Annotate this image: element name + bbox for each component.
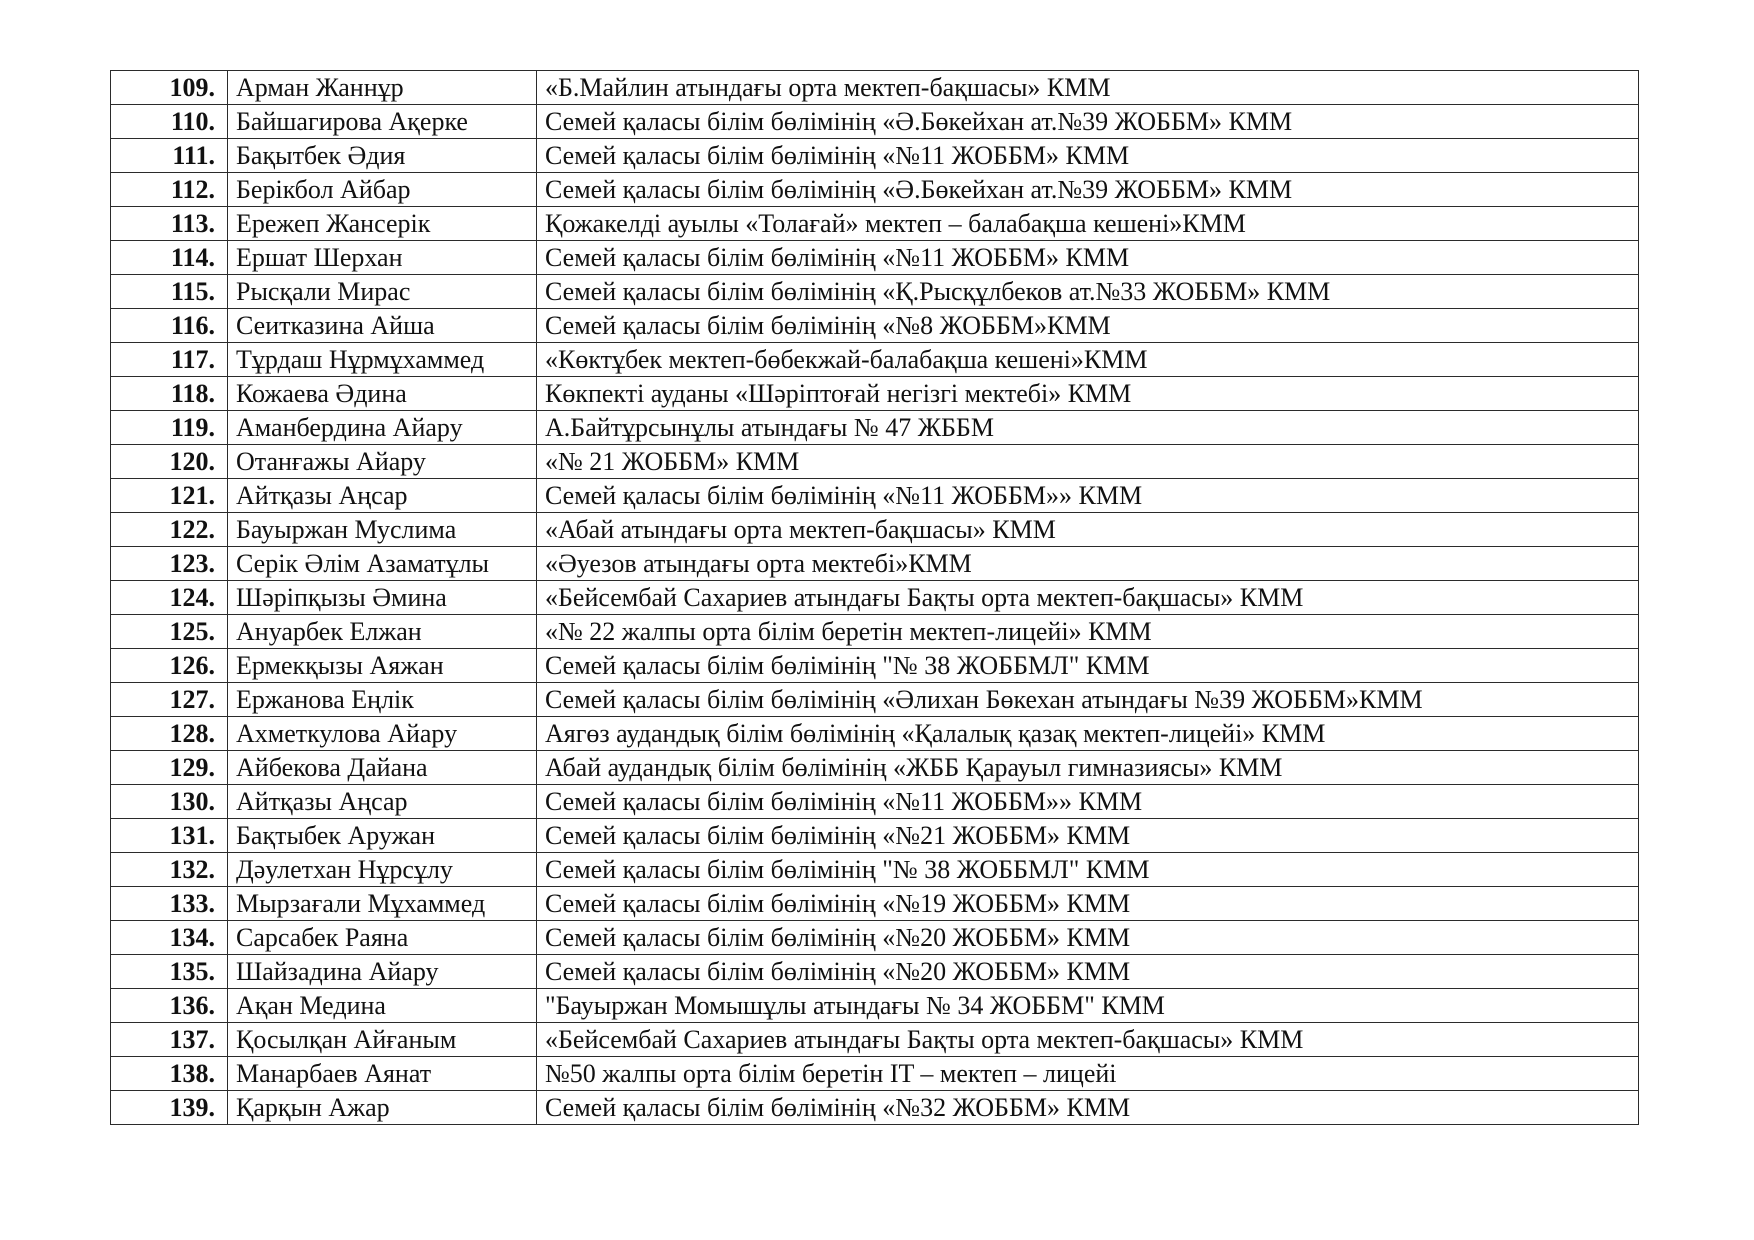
participant-name: Арман Жаннұр: [228, 71, 537, 105]
table-row: [111, 1057, 1639, 1091]
participant-name: Кожаева Әдина: [228, 377, 537, 411]
row-number: 120.: [111, 445, 228, 479]
school-name: «Бейсембай Сахариев атындағы Бақты орта мектеп-бақшасы» КММ: [537, 581, 1639, 615]
participant-name: Серік Әлім Азаматұлы: [228, 547, 537, 581]
table-row: [111, 173, 1639, 207]
participant-name: Шайзадина Айару: [228, 955, 537, 989]
school-name: Семей қаласы білім бөлімінің «Әлихан Бөкехан атындағы №39 ЖОББМ»КММ: [537, 683, 1639, 717]
table-row: [111, 819, 1639, 853]
table-row: [111, 139, 1639, 173]
school-name: "Бауыржан Момышұлы атындағы № 34 ЖОББМ" КММ: [537, 989, 1639, 1023]
row-number: 117.: [111, 343, 228, 377]
row-number: 126.: [111, 649, 228, 683]
school-name: Семей қаласы білім бөлімінің «№21 ЖОББМ» КММ: [537, 819, 1639, 853]
row-number: 138.: [111, 1057, 228, 1091]
table-row: [111, 411, 1639, 445]
row-number: 121.: [111, 479, 228, 513]
table-row: [111, 445, 1639, 479]
participant-name: Айбекова Дайана: [228, 751, 537, 785]
school-name: Семей қаласы білім бөлімінің «№11 ЖОББМ» КММ: [537, 241, 1639, 275]
school-name: №50 жалпы орта білім беретін IT – мектеп – лицейі: [537, 1057, 1639, 1091]
table-row: [111, 71, 1639, 105]
participant-name: Бақтыбек Аружан: [228, 819, 537, 853]
school-name: «Б.Майлин атындағы орта мектеп-бақшасы» КММ: [537, 71, 1639, 105]
row-number: 135.: [111, 955, 228, 989]
table-row: [111, 377, 1639, 411]
school-name: Семей қаласы білім бөлімінің «№11 ЖОББМ»» КММ: [537, 479, 1639, 513]
participant-name: Отанғажы Айару: [228, 445, 537, 479]
participants-table-body: [111, 71, 1639, 1125]
row-number: 118.: [111, 377, 228, 411]
school-name: «Абай атындағы орта мектеп-бақшасы» КММ: [537, 513, 1639, 547]
school-name: Семей қаласы білім бөлімінің «Ә.Бөкейхан ат.№39 ЖОББМ» КММ: [537, 105, 1639, 139]
school-name: «Бейсембай Сахариев атындағы Бақты орта мектеп-бақшасы» КММ: [537, 1023, 1639, 1057]
table-row: [111, 207, 1639, 241]
row-number: 122.: [111, 513, 228, 547]
table-row: [111, 853, 1639, 887]
participant-name: Сеитказина Айша: [228, 309, 537, 343]
table-row: [111, 241, 1639, 275]
participant-name: Дәулетхан Нұрсұлу: [228, 853, 537, 887]
row-number: 134.: [111, 921, 228, 955]
table-row: [111, 343, 1639, 377]
table-row: [111, 683, 1639, 717]
row-number: 133.: [111, 887, 228, 921]
table-row: [111, 649, 1639, 683]
participant-name: Айтқазы Аңсар: [228, 479, 537, 513]
participant-name: Берікбол Айбар: [228, 173, 537, 207]
school-name: Семей қаласы білім бөлімінің «№20 ЖОББМ» КММ: [537, 921, 1639, 955]
table-row: [111, 479, 1639, 513]
school-name: Семей қаласы білім бөлімінің «№32 ЖОББМ» КММ: [537, 1091, 1639, 1125]
row-number: 132.: [111, 853, 228, 887]
row-number: 123.: [111, 547, 228, 581]
table-row: [111, 1023, 1639, 1057]
row-number: 113.: [111, 207, 228, 241]
participant-name: Рысқали Мирас: [228, 275, 537, 309]
row-number: 115.: [111, 275, 228, 309]
participant-name: Бақытбек Әдия: [228, 139, 537, 173]
table-row: [111, 785, 1639, 819]
table-row: [111, 581, 1639, 615]
school-name: Аягөз аудандық білім бөлімінің «Қалалық қазақ мектеп-лицейі» КММ: [537, 717, 1639, 751]
participant-name: Ақан Медина: [228, 989, 537, 1023]
participant-name: Қосылқан Айғаным: [228, 1023, 537, 1057]
row-number: 131.: [111, 819, 228, 853]
row-number: 139.: [111, 1091, 228, 1125]
participant-name: Мырзағали Мұхаммед: [228, 887, 537, 921]
school-name: Көкпекті ауданы «Шәріптоғай негізгі мектебі» КММ: [537, 377, 1639, 411]
participant-name: Манарбаев Аянат: [228, 1057, 537, 1091]
table-row: [111, 513, 1639, 547]
table-row: [111, 1091, 1639, 1125]
school-name: Семей қаласы білім бөлімінің «№11 ЖОББМ»» КММ: [537, 785, 1639, 819]
row-number: 127.: [111, 683, 228, 717]
participant-name: Сарсабек Раяна: [228, 921, 537, 955]
table-row: [111, 751, 1639, 785]
participant-name: Ержанова Еңлік: [228, 683, 537, 717]
school-name: Семей қаласы білім бөлімінің «Ә.Бөкейхан ат.№39 ЖОББМ» КММ: [537, 173, 1639, 207]
school-name: А.Байтұрсынұлы атындағы № 47 ЖББМ: [537, 411, 1639, 445]
school-name: Семей қаласы білім бөлімінің «Қ.Рысқұлбеков ат.№33 ЖОББМ» КММ: [537, 275, 1639, 309]
row-number: 129.: [111, 751, 228, 785]
school-name: Семей қаласы білім бөлімінің «№20 ЖОББМ» КММ: [537, 955, 1639, 989]
row-number: 111.: [111, 139, 228, 173]
table-row: [111, 955, 1639, 989]
participant-name: Тұрдаш Нұрмұхаммед: [228, 343, 537, 377]
row-number: 124.: [111, 581, 228, 615]
row-number: 114.: [111, 241, 228, 275]
table-row: [111, 275, 1639, 309]
participants-table: [110, 70, 1639, 1125]
participant-name: Ахметкулова Айару: [228, 717, 537, 751]
school-name: Қожакелді ауылы «Толағай» мектеп – балабақша кешені»КММ: [537, 207, 1639, 241]
row-number: 137.: [111, 1023, 228, 1057]
school-name: «Әуезов атындағы орта мектебі»КММ: [537, 547, 1639, 581]
row-number: 109.: [111, 71, 228, 105]
school-name: Семей қаласы білім бөлімінің "№ 38 ЖОББМЛ" КММ: [537, 649, 1639, 683]
table-row: [111, 989, 1639, 1023]
participant-name: Ануарбек Елжан: [228, 615, 537, 649]
row-number: 128.: [111, 717, 228, 751]
participant-name: Айтқазы Аңсар: [228, 785, 537, 819]
table-row: [111, 105, 1639, 139]
school-name: «Көктұбек мектеп-бөбекжай-балабақша кешені»КММ: [537, 343, 1639, 377]
school-name: Семей қаласы білім бөлімінің «№19 ЖОББМ» КММ: [537, 887, 1639, 921]
table-row: [111, 547, 1639, 581]
school-name: Семей қаласы білім бөлімінің "№ 38 ЖОББМЛ" КММ: [537, 853, 1639, 887]
school-name: «№ 21 ЖОББМ» КММ: [537, 445, 1639, 479]
school-name: Семей қаласы білім бөлімінің «№11 ЖОББМ» КММ: [537, 139, 1639, 173]
table-row: [111, 921, 1639, 955]
row-number: 112.: [111, 173, 228, 207]
row-number: 125.: [111, 615, 228, 649]
row-number: 116.: [111, 309, 228, 343]
row-number: 110.: [111, 105, 228, 139]
participant-name: Ермекқызы Аяжан: [228, 649, 537, 683]
table-row: [111, 615, 1639, 649]
participant-name: Аманбердина Айару: [228, 411, 537, 445]
school-name: «№ 22 жалпы орта білім беретін мектеп-лицейі» КММ: [537, 615, 1639, 649]
school-name: Абай аудандық білім бөлімінің «ЖББ Қарауыл гимназиясы» КММ: [537, 751, 1639, 785]
participant-name: Шәріпқызы Әмина: [228, 581, 537, 615]
participant-name: Ершат Шерхан: [228, 241, 537, 275]
table-row: [111, 717, 1639, 751]
school-name: Семей қаласы білім бөлімінің «№8 ЖОББМ»КММ: [537, 309, 1639, 343]
table-row: [111, 887, 1639, 921]
row-number: 119.: [111, 411, 228, 445]
participant-name: Байшагирова Ақерке: [228, 105, 537, 139]
row-number: 130.: [111, 785, 228, 819]
participant-name: Бауыржан Муслима: [228, 513, 537, 547]
participant-name: Қарқын Ажар: [228, 1091, 537, 1125]
participant-name: Ережеп Жансерік: [228, 207, 537, 241]
row-number: 136.: [111, 989, 228, 1023]
table-row: [111, 309, 1639, 343]
